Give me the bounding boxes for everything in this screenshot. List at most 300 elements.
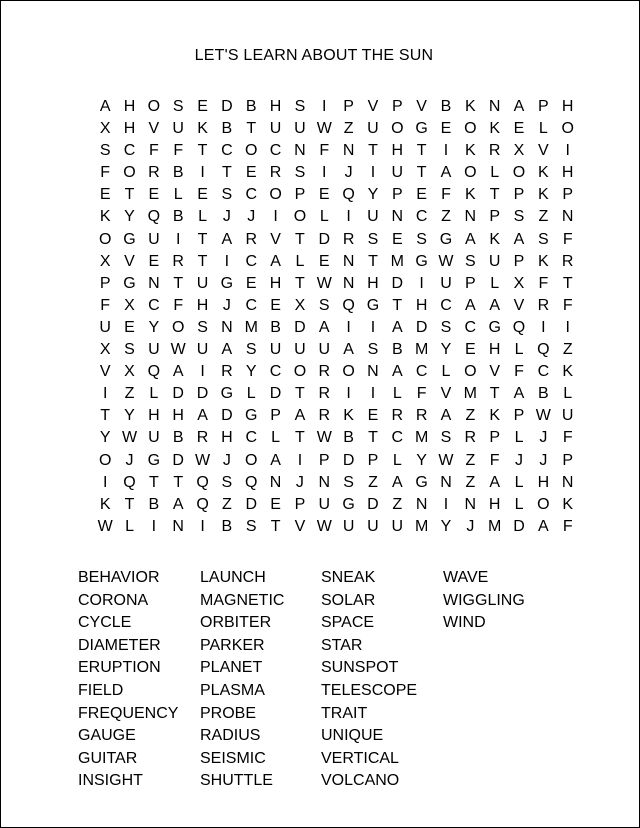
grid-letter: M [414,429,429,447]
grid-letter: U [318,495,331,513]
grid-letter: J [222,208,231,226]
grid-letter: J [466,517,475,535]
grid-letter: I [200,517,205,535]
grid-letter: X [513,142,525,160]
grid-letter: H [367,274,379,292]
grid-letter: U [196,274,209,292]
grid-letter: Y [440,517,452,535]
grid-letter: U [148,341,160,359]
grid-letter: Z [124,385,135,403]
grid-letter: F [562,230,573,248]
grid-letter: Z [465,407,476,425]
grid-letter: H [269,274,282,292]
grid-letter: E [416,186,427,204]
grid-letter: I [443,142,449,160]
grid-letter: P [489,429,500,447]
grid-letter: F [173,142,184,160]
grid-letter: B [172,164,184,182]
grid-letter: K [197,120,208,138]
grid-row [93,494,580,516]
grid-letter: G [366,296,380,314]
grid-letter: C [245,252,258,270]
grid-letter: E [270,296,281,314]
word-bank-item: SOLAR [321,591,376,609]
grid-letter: T [562,274,573,292]
grid-letter: E [197,186,208,204]
grid-letter: Q [147,208,161,226]
grid-row [93,472,580,494]
grid-letter: S [221,186,233,204]
grid-letter: J [539,451,548,469]
grid-letter: S [440,429,452,447]
grid-letter: P [464,274,476,292]
grid-letter: G [488,318,501,336]
grid-letter: X [99,341,111,359]
grid-letter: X [124,363,135,381]
grid-letter: A [489,296,500,314]
word-bank-item: GUITAR [78,749,138,767]
grid-letter: W [194,451,211,469]
grid-letter: Y [367,186,379,204]
grid-letter: R [561,252,574,270]
grid-letter: K [489,407,500,425]
grid-letter: H [561,164,574,182]
grid-letter: T [368,429,378,447]
grid-letter: G [245,407,258,425]
grid-letter: K [464,142,476,160]
grid-letter: H [488,341,501,359]
grid-letter: W [316,517,332,535]
grid-letter: V [124,252,135,270]
grid-letter: E [99,186,111,204]
grid-letter: W [316,120,332,138]
grid-letter: V [367,98,379,115]
grid-letter: O [98,451,112,469]
grid-letter: P [513,186,525,204]
grid-letter: S [197,318,208,336]
grid-letter: L [538,120,548,138]
grid-letter: Q [245,473,258,491]
grid-letter: K [538,186,549,204]
grid-letter: I [541,318,546,336]
grid-letter: A [464,296,476,314]
grid-letter: U [367,208,379,226]
grid-letter: I [322,98,327,115]
grid-letter: E [391,230,403,248]
grid-letter: G [220,385,234,403]
grid-letter: A [538,517,549,535]
grid-letter: K [464,186,476,204]
grid-letter: I [443,495,449,513]
grid-letter: N [464,208,477,226]
word-bank-item: SUNSPOT [321,659,399,677]
grid-letter: K [99,208,111,226]
grid-letter: T [489,186,500,204]
grid-letter: H [196,296,209,314]
grid-letter: I [297,451,303,469]
grid-letter: L [490,274,500,292]
grid-letter: T [295,230,305,248]
grid-letter: E [318,186,330,204]
grid-letter: T [173,274,184,292]
grid-letter: F [538,274,549,292]
grid-letter: F [562,429,573,447]
grid-letter: I [102,473,108,491]
grid-letter: I [175,230,181,248]
grid-letter: B [148,495,160,513]
grid-letter: D [269,385,282,403]
grid-letter: J [515,451,524,469]
grid-letter: T [124,495,135,513]
grid-letter: C [537,363,550,381]
grid-letter: L [319,208,329,226]
grid-letter: V [416,98,427,115]
grid-letter: G [342,495,355,513]
grid-letter: S [245,517,257,535]
grid-letter: E [245,164,257,182]
grid-letter: C [123,142,136,160]
grid-letter: E [318,252,330,270]
grid-letter: I [346,385,351,403]
grid-letter: G [123,274,136,292]
grid-letter: O [561,120,574,138]
word-bank-item: PLANET [200,659,263,677]
grid-letter: T [295,385,305,403]
grid-letter: S [440,318,452,336]
grid-letter: K [538,252,549,270]
grid-letter: S [245,341,257,359]
grid-row [93,405,580,427]
grid-letter: U [367,120,379,138]
grid-letter: A [513,230,525,248]
grid-letter: M [414,517,429,535]
grid-letter: T [392,296,403,314]
grid-letter: G [147,451,161,469]
grid-letter: I [322,164,327,182]
grid-letter: Q [147,363,161,381]
grid-letter: L [392,385,402,403]
grid-letter: S [513,208,525,226]
grid-letter: P [538,98,549,115]
grid-letter: H [537,473,550,491]
grid-letter: U [440,274,452,292]
grid-letter: Q [196,473,209,491]
grid-letter: R [196,429,209,447]
grid-letter: H [221,429,233,447]
grid-letter: M [488,517,502,535]
grid-letter: A [172,363,184,381]
grid-letter: A [221,341,233,359]
grid-letter: E [367,407,379,425]
grid-letter: G [415,120,428,138]
grid-letter: F [514,363,524,381]
grid-letter: O [269,186,282,204]
grid-letter: N [415,495,428,513]
grid-letter: I [346,318,351,336]
grid-letter: P [294,186,306,204]
grid-letter: N [221,318,233,336]
grid-letter: B [270,318,281,336]
grid-letter: T [246,120,257,138]
grid-letter: A [391,363,403,381]
word-bank-column [78,567,200,793]
grid-letter: Q [123,473,136,491]
grid-letter: A [318,318,330,336]
grid-letter: A [343,341,354,359]
grid-letter: H [269,98,282,115]
grid-letter: Y [124,407,135,425]
grid-letter: L [514,495,524,513]
grid-letter: F [319,142,330,160]
grid-letter: D [172,451,184,469]
word-bank-item: LAUNCH [200,569,266,586]
grid-letter: P [391,98,403,115]
grid-letter: K [489,120,500,138]
grid-letter: O [293,363,307,381]
grid-letter: X [294,296,306,314]
grid-letter: T [100,407,111,425]
grid-letter: V [489,363,500,381]
grid-letter: B [221,517,233,535]
grid-letter: W [438,252,454,270]
grid-row [93,516,580,538]
word-bank-item: CYCLE [78,614,132,632]
grid-letter: L [514,429,524,447]
grid-letter: O [464,120,477,138]
grid-letter: G [415,473,428,491]
grid-letter: P [513,252,525,270]
grid-letter: K [562,363,574,381]
grid-letter: N [367,363,379,381]
grid-letter: S [464,252,476,270]
word-bank-column [321,567,443,793]
grid-letter: S [538,230,549,248]
grid-letter: Z [343,120,354,138]
grid-letter: C [464,318,477,336]
grid-letter: S [318,296,330,314]
grid-letter: Y [440,341,452,359]
grid-letter: Q [196,495,209,513]
grid-letter: K [538,164,549,182]
grid-letter: S [99,142,111,160]
grid-letter: N [342,274,355,292]
grid-letter: S [124,341,135,359]
grid-letter: T [197,230,208,248]
grid-letter: J [222,451,231,469]
grid-letter: R [245,230,258,248]
grid-letter: I [565,318,570,336]
grid-letter: A [197,407,208,425]
word-bank-item: PARKER [200,636,265,654]
grid-letter: V [148,120,160,138]
grid-letter: Z [441,208,451,226]
grid-letter: N [440,473,452,491]
grid-letter: P [489,208,500,226]
grid-letter: T [416,142,427,160]
grid-letter: P [270,407,281,425]
grid-letter: B [391,341,403,359]
grid-letter: U [269,341,282,359]
grid-letter: N [342,252,355,270]
grid-letter: F [148,142,159,160]
grid-letter: L [514,341,524,359]
word-bank-item: WAVE [443,569,489,586]
grid-letter: A [513,385,525,403]
grid-letter: F [100,164,111,182]
grid-letter: J [295,473,304,491]
grid-letter: P [99,274,111,292]
grid-letter: A [513,98,525,115]
grid-letter: M [414,341,429,359]
word-bank-item: CORONA [78,591,149,609]
grid-letter: A [440,164,452,182]
word-bank-item: FIELD [78,681,124,699]
grid-letter: T [368,252,378,270]
grid-letter: T [124,186,135,204]
grid-letter: I [102,385,108,403]
grid-letter: B [172,429,184,447]
grid-letter: I [370,164,376,182]
grid-letter: U [391,164,404,182]
grid-letter: D [221,98,233,115]
word-bank-item: RADIUS [200,727,261,745]
grid-letter: Z [465,451,476,469]
grid-letter: Z [465,473,476,491]
grid-letter: A [99,98,111,115]
grid-letter: M [463,385,477,403]
grid-letter: N [561,473,574,491]
grid-letter: Q [512,318,526,336]
grid-letter: L [392,451,402,469]
grid-letter: J [247,208,256,226]
grid-letter: K [464,98,476,115]
word-bank-item: BEHAVIOR [78,569,160,586]
grid-letter: L [198,208,207,226]
grid-letter: E [440,120,452,138]
grid-letter: T [489,385,500,403]
grid-letter: V [294,517,306,535]
word-bank-item: INSIGHT [78,772,143,790]
grid-letter: W [438,451,454,469]
grid-letter: R [318,363,331,381]
grid-letter: R [464,429,477,447]
grid-letter: J [125,451,134,469]
grid-letter: R [172,252,184,270]
grid-letter: S [221,473,233,491]
grid-letter: N [464,495,477,513]
grid-letter: A [464,230,476,248]
grid-letter: E [464,341,476,359]
grid-letter: A [172,495,184,513]
grid-letter: O [245,142,258,160]
grid-letter: B [172,208,184,226]
grid-letter: E [513,120,525,138]
grid-row [93,273,580,295]
page-title: LET'S LEARN ABOUT THE SUN [194,47,434,64]
word-bank-column [443,567,563,793]
grid-letter: N [391,208,404,226]
grid-letter: I [346,208,351,226]
grid-letter: R [148,164,160,182]
grid-letter: X [124,296,135,314]
grid-letter: R [415,407,428,425]
grid-letter: N [561,208,574,226]
grid-letter: T [173,473,184,491]
grid-letter: V [440,385,452,403]
grid-letter: Y [245,363,257,381]
word-bank-item: TRAIT [321,704,368,722]
grid-letter: M [244,318,258,336]
grid-letter: O [464,164,477,182]
grid-letter: U [269,120,282,138]
grid-letter: D [367,495,379,513]
word-bank-item: VERTICAL [321,749,399,767]
grid-letter: C [440,296,452,314]
grid-letter: A [391,318,403,336]
grid-letter: L [173,186,183,204]
grid-letter: U [196,341,209,359]
grid-letter: I [565,142,570,160]
grid-letter: P [367,451,379,469]
grid-letter: E [124,318,135,336]
grid-letter: V [99,363,111,381]
grid-letter: T [368,142,378,160]
grid-letter: P [294,495,306,513]
grid-letter: C [391,429,404,447]
grid-letter: O [512,164,526,182]
grid-letter: Y [416,451,427,469]
grid-letter: Z [562,341,573,359]
grid-letter: S [294,98,306,115]
grid-letter: E [148,186,160,204]
grid-letter: L [514,473,524,491]
grid-letter: A [391,473,403,491]
grid-letter: K [562,495,574,513]
grid-letter: I [200,363,205,381]
grid-letter: T [222,164,232,182]
grid-letter: G [220,274,234,292]
grid-letter: R [391,407,404,425]
word-bank-item: UNIQUE [321,727,384,745]
grid-letter: X [99,120,111,138]
grid-letter: S [172,98,184,115]
grid-letter: F [441,186,451,204]
grid-letter: P [562,186,574,204]
grid-letter: C [269,363,282,381]
grid-letter: R [269,164,282,182]
grid-letter: S [416,230,427,248]
grid-letter: U [294,341,306,359]
word-bank [78,567,563,793]
grid-letter: P [391,186,403,204]
grid-letter: U [99,318,111,336]
grid-letter: C [245,296,258,314]
grid-letter: I [200,164,205,182]
grid-letter: K [99,495,111,513]
grid-letter: J [344,164,353,182]
grid-letter: J [539,429,548,447]
grid-letter: I [273,208,278,226]
grid-letter: P [318,451,330,469]
grid-letter: F [173,296,184,314]
grid-row [93,229,580,251]
grid-letter: T [416,164,427,182]
grid-letter: Z [538,208,549,226]
grid-letter: A [294,407,306,425]
word-bank-item: ORBITER [200,614,272,632]
grid-letter: Y [99,429,111,447]
grid-letter: T [197,252,208,270]
